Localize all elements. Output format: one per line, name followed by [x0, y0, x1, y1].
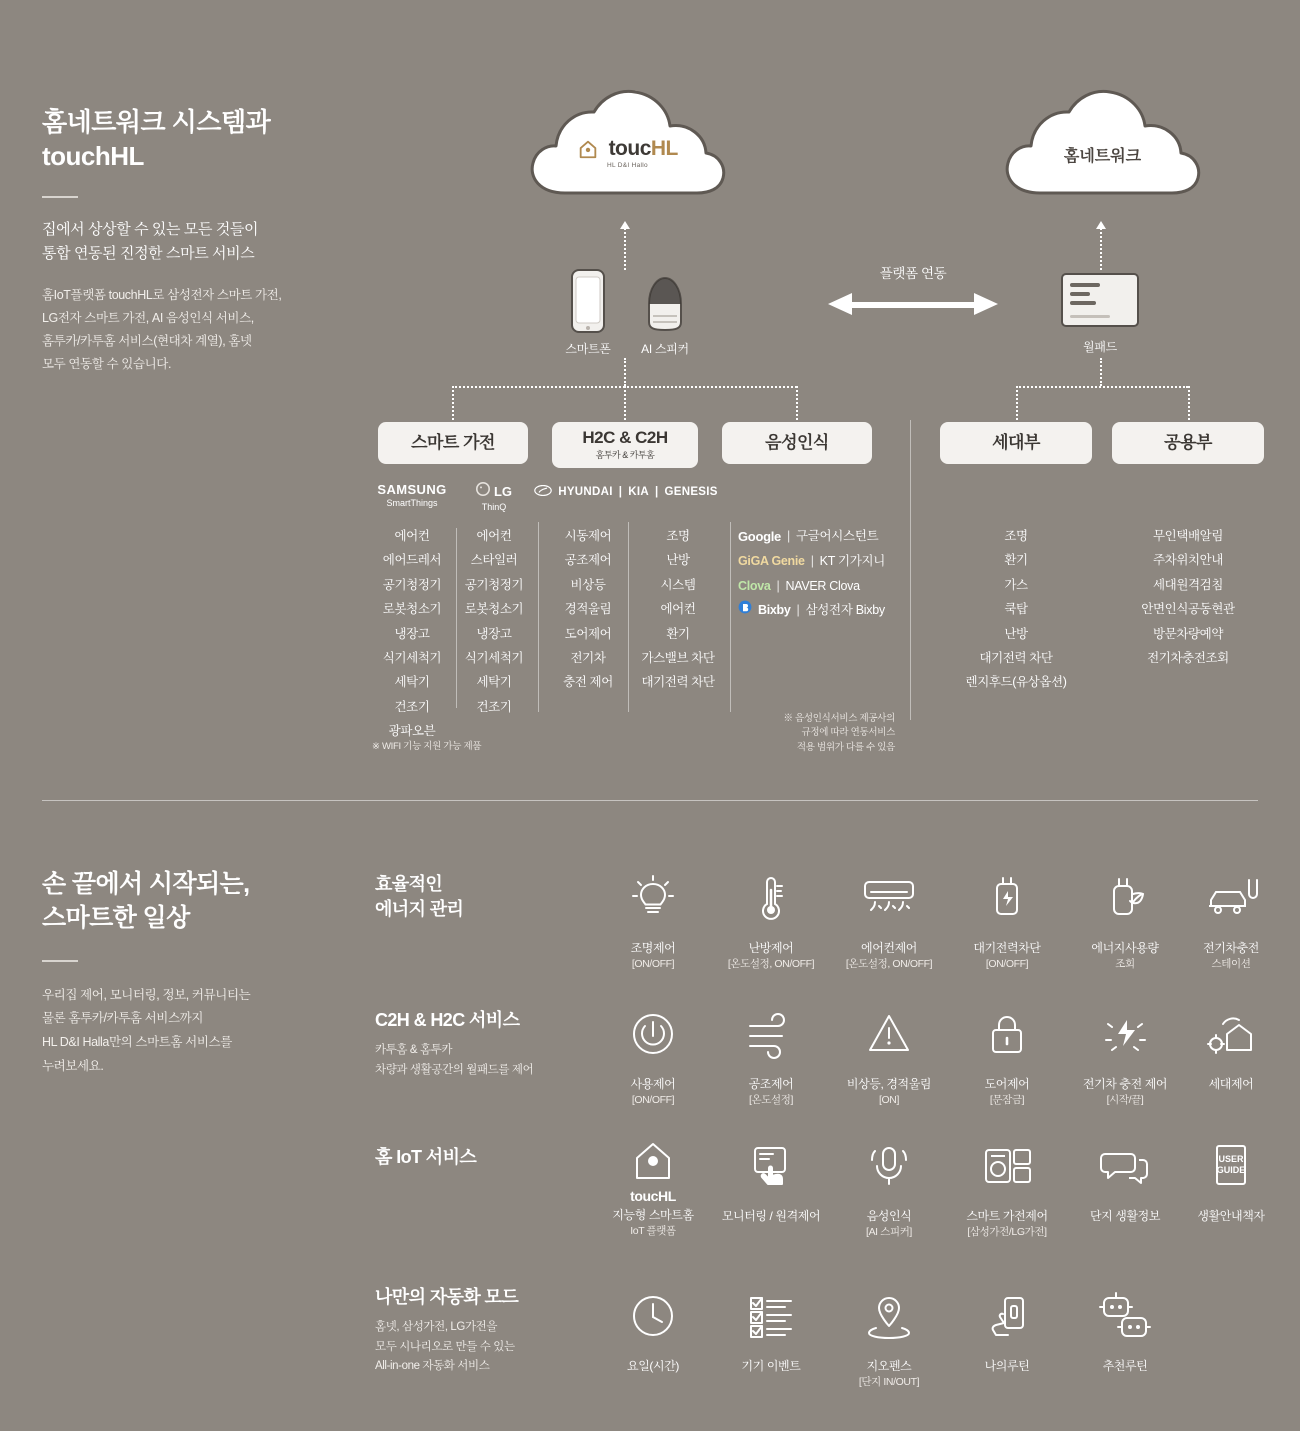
feature-label: 단지 생활정보: [1089, 1209, 1161, 1223]
list-item: 안면인식공동현관: [1141, 602, 1235, 617]
list-item: 난방: [666, 553, 690, 568]
touchhl-wordmark: [609, 137, 678, 161]
feature-label: 생활안내책자: [1197, 1209, 1265, 1223]
cloud-homenetwork: [1000, 85, 1205, 205]
pill-voice-recognition[interactable]: [722, 422, 872, 464]
list-item: 방문차량예약: [1152, 626, 1224, 641]
feature-day-time[interactable]: [594, 1280, 712, 1376]
list-item: 건조기: [476, 699, 512, 714]
connector-vertical-main: [624, 358, 626, 386]
feature-sublabel: [삼성가전/LG가전]: [967, 1226, 1047, 1239]
feature-sublabel: [온도설정, ON/OFF]: [727, 958, 815, 971]
feature-label: 지오펜스: [866, 1359, 912, 1373]
list-item: 대기전력 차단: [979, 650, 1053, 665]
top-lead: [42, 218, 342, 266]
brand-samsung-name: SAMSUNG: [377, 482, 447, 497]
brand-hyundai-name: HYUNDAI: [558, 486, 613, 498]
list-household-items: [940, 524, 1092, 695]
lightbulb-icon: [594, 862, 712, 934]
brand-automotive-group: [528, 485, 724, 499]
pill-smart-appliance[interactable]: [378, 422, 528, 464]
bixby-wordmark: Bixby: [758, 603, 791, 618]
list-item: 도어제어: [564, 626, 612, 641]
touchhl-word-b: HL: [650, 137, 678, 160]
arrow-head-icon: [1096, 221, 1106, 229]
list-item: 난방: [1004, 626, 1028, 641]
arrow-bar: [850, 302, 976, 308]
power-button-icon: [594, 998, 712, 1070]
feature-sublabel: IoT 플랫폼: [630, 1225, 676, 1238]
bixby-logo-icon: [738, 598, 752, 622]
list-item: 주차위치안내: [1152, 553, 1224, 568]
feature-label: 대기전력차단: [973, 941, 1041, 955]
feature-sublabel: 조회: [1115, 958, 1135, 971]
section-separator: [910, 420, 911, 720]
pill-h2c-c2h[interactable]: [552, 422, 698, 468]
device-smartphone: [558, 268, 618, 357]
note-voice: [740, 712, 895, 755]
note-wifi: ※ WIFI 기능 지원 가능 제품: [372, 741, 482, 752]
giga-genie-logo-icon: GiGA Genie: [738, 554, 805, 569]
clock-icon: [594, 1280, 712, 1352]
clova-logo-icon: Clova: [738, 578, 771, 593]
smartphone-icon: [558, 268, 618, 334]
feature-geofence[interactable]: [830, 1280, 948, 1390]
platform-link-label: 플랫폼 연동: [879, 266, 947, 281]
feature-sublabel: [시작/끝]: [1106, 1094, 1144, 1107]
touchhl-sub: HL D&I Hallo: [607, 162, 648, 169]
top-desc-line: LG전자 스마트 가전, AI 음성인식 서비스,: [42, 310, 254, 325]
divider-h2c-c2h: [628, 522, 629, 712]
arrow-head-icon: [620, 221, 630, 229]
top-desc-line: 모두 연동할 수 있습니다.: [42, 357, 172, 371]
pill-label: H2C & C2H: [582, 427, 668, 447]
brand-lg-name: LG: [493, 484, 513, 499]
list-item: 세대원격검침: [1152, 577, 1224, 592]
feature-label: 난방제어: [748, 941, 794, 955]
list-item: 식기세척기: [464, 650, 524, 665]
pill-sublabel: 홈투카 & 카투홈: [595, 450, 655, 461]
list-item: 조명: [1004, 529, 1028, 543]
feature-label: 스마트 가전제어: [966, 1209, 1048, 1223]
feature-label: 에너지사용량: [1091, 941, 1159, 955]
top-desc-line: 홈투카/카투홈 서비스(현대차 계열), 홈넷: [42, 333, 252, 348]
brand-genesis-name: GENESIS: [664, 486, 718, 498]
bottom-desc-line: 물론 홈투카/카투홈 서비스까지: [42, 1011, 203, 1026]
list-item: 쿡탑: [1004, 602, 1028, 617]
feature-heating-control[interactable]: [712, 862, 830, 972]
hand-tap-screen-icon: [712, 1130, 830, 1202]
wallpad-label: 월패드: [1083, 340, 1117, 354]
title-divider: [42, 196, 78, 198]
brand-samsung-sub: SmartThings: [386, 498, 438, 508]
list-item: 에어컨: [660, 602, 696, 617]
list-item: 공기청정기: [382, 577, 442, 592]
ai-speaker-label: AI 스피커: [641, 342, 689, 356]
touchhl-logo: [525, 137, 730, 169]
group-subtitle-line: 모두 시나리오로 만들 수 있는: [375, 1340, 515, 1353]
list-lg-items: [462, 524, 526, 719]
list-item: 전기차충전조회: [1147, 650, 1229, 665]
feature-ev-charging-station[interactable]: [1172, 862, 1290, 972]
device-wallpad: [1050, 272, 1150, 355]
feature-label: 조명제어: [630, 941, 676, 955]
energy-leaf-plug-icon: [1066, 862, 1184, 934]
feature-sublabel: [온도설정, ON/OFF]: [845, 958, 933, 971]
feature-sublabel: [ON/OFF]: [985, 958, 1029, 971]
device-ai-speaker: [634, 268, 696, 357]
feature-label: 나의루틴: [984, 1359, 1030, 1373]
list-item: 로봇청소기: [464, 602, 524, 617]
list-common-items: [1112, 524, 1264, 670]
wallpad-icon: [1050, 272, 1150, 332]
connector-drop-h2c: [624, 386, 626, 420]
feature-voice-recognition[interactable]: [830, 1130, 948, 1240]
list-item: 전기차: [570, 650, 606, 665]
group-subtitle: [375, 1041, 533, 1080]
appliances-icon: [948, 1130, 1066, 1202]
microphone-icon: [830, 1130, 948, 1202]
list-item: 에어컨: [394, 529, 430, 543]
list-item: 환기: [666, 626, 690, 641]
bottom-title-line2: 스마트한 일상: [42, 903, 190, 932]
feature-sublabel: [단지 IN/OUT]: [858, 1376, 920, 1389]
group-title-line1: 홈 IoT 서비스: [375, 1147, 477, 1167]
arrow-shaft: [624, 228, 626, 270]
list-samsung-items: [372, 524, 452, 743]
connector-vertical-right: [1100, 358, 1102, 386]
touchhl-house-icon: [594, 1130, 712, 1188]
feature-lighting-control[interactable]: [594, 862, 712, 972]
page-title-line1: 홈네트워크 시스템과: [42, 107, 271, 137]
list-item: 에어컨: [476, 529, 512, 543]
feature-sublabel: [AI 스피커]: [866, 1226, 912, 1239]
group-subtitle-line: 홈넷, 삼성가전, LG가전을: [375, 1321, 498, 1334]
group-title-line1: 효율적인: [375, 874, 443, 894]
ev-charge-car-icon: [1172, 862, 1290, 934]
checklist-icon: [712, 1280, 830, 1352]
community-chat-icon: [1066, 1130, 1184, 1202]
feature-air-control[interactable]: [712, 998, 830, 1108]
feature-aircon-control[interactable]: [830, 862, 948, 972]
bottom-intro: [42, 868, 342, 1079]
smartphone-label: 스마트폰: [565, 342, 611, 356]
airflow-icon: [712, 998, 830, 1070]
top-lead-line1: 집에서 상상할 수 있는 모든 것들이: [42, 220, 259, 238]
feature-recommended-routine[interactable]: [1066, 1280, 1184, 1376]
ev-bolt-icon: [1066, 998, 1184, 1070]
air-conditioner-icon: [830, 862, 948, 934]
brand-sep: |: [654, 486, 659, 498]
list-item: 냉장고: [476, 626, 512, 641]
group-subtitle-line: All-in-one 자동화 서비스: [375, 1360, 490, 1373]
divider-before-h2c: [538, 522, 539, 712]
group-title-c2h-h2c: [375, 1008, 533, 1080]
list-item: 무인택배알림: [1152, 529, 1224, 543]
brand-lg-sub: ThinQ: [481, 502, 507, 512]
feature-sublabel: [ON]: [879, 1094, 899, 1107]
feature-label: 음성인식: [866, 1209, 912, 1223]
section-divider: [42, 800, 1258, 801]
list-item: 공조제어: [564, 553, 612, 568]
arrow-up-devices-to-touchhl: [624, 228, 626, 270]
group-title-energy: [375, 872, 463, 922]
group-title-home-iot: [375, 1145, 476, 1170]
lock-icon: [948, 998, 1066, 1070]
feature-label: 전기차 충전 제어: [1082, 1077, 1168, 1091]
user-guide-book-icon: [1172, 1130, 1290, 1202]
note-line: 적용 범위가 다를 수 있음: [796, 741, 895, 753]
feature-energy-usage[interactable]: [1066, 862, 1184, 972]
arrow-up-wallpad-to-homenetwork: [1100, 228, 1102, 270]
brand-kia-name: KIA: [628, 486, 649, 498]
voice-item-label: KT 기가지니: [819, 554, 886, 569]
list-item: 스타일러: [470, 553, 518, 568]
group-title-line2: 에너지 관리: [375, 899, 464, 920]
lg-circle-icon: [476, 482, 490, 501]
top-desc-line: 홈IoT플랫폼 touchHL로 삼성전자 스마트 가전,: [42, 287, 282, 302]
list-item: 시스템: [660, 577, 696, 592]
arrow-shaft: [1100, 228, 1102, 270]
connector-horizontal-right: [1016, 386, 1188, 388]
feature-label: 지능형 스마트홈: [612, 1208, 694, 1222]
geofence-pin-icon: [830, 1280, 948, 1352]
pill-label: 음성인식: [765, 433, 829, 453]
list-item: 건조기: [394, 699, 430, 714]
feature-door-control[interactable]: [948, 998, 1066, 1108]
feature-label: 세대제어: [1208, 1077, 1254, 1091]
bottom-desc: [42, 984, 342, 1079]
top-intro: [42, 105, 342, 376]
voice-item-label: 구글어시스턴트: [795, 529, 879, 544]
feature-label: 요일(시간): [627, 1359, 679, 1373]
divider-samsung-lg: [456, 528, 457, 708]
list-voice-items: [738, 524, 894, 622]
feature-household-control[interactable]: [1172, 998, 1290, 1094]
voice-sep: |: [810, 554, 814, 569]
feature-device-event[interactable]: [712, 1280, 830, 1376]
pill-label: 세대부: [992, 433, 1040, 453]
group-title-line1: C2H & H2C 서비스: [375, 1010, 520, 1030]
list-item: 대기전력 차단: [641, 675, 715, 690]
feature-sublabel: [온도설정]: [748, 1094, 793, 1107]
note-line: ※ 음성인식서비스 제공사의: [783, 713, 895, 724]
feature-sublabel: 스테이션: [1211, 958, 1251, 971]
top-lead-line2: 통합 연동된 진정한 스마트 서비스: [42, 244, 255, 262]
feature-label: 사용제어: [630, 1077, 676, 1091]
page-title: [42, 105, 342, 174]
group-title-line1: 나만의 자동화 모드: [375, 1287, 519, 1307]
list-item: 에어드레서: [382, 553, 442, 568]
top-desc: [42, 284, 342, 377]
pill-label: 스마트 가전: [411, 433, 495, 453]
arrow-right-head: [974, 293, 998, 315]
double-arrow-icon: [828, 292, 998, 316]
pill-label: 공용부: [1164, 433, 1212, 453]
list-item: 공기청정기: [464, 577, 524, 592]
feature-label: 전기차충전: [1203, 941, 1259, 955]
feature-usage-control[interactable]: [594, 998, 712, 1108]
svg-text:USER: USER: [1218, 1154, 1244, 1164]
list-item: 가스밸브 차단: [641, 650, 715, 665]
bottom-title-divider: [42, 960, 78, 962]
pill-household[interactable]: [940, 422, 1092, 464]
cloud-homenetwork-label: 홈네트워크: [1063, 148, 1142, 165]
brand-sep: |: [618, 486, 623, 498]
list-item: 시동제어: [564, 529, 612, 543]
list-item: 세탁기: [394, 675, 430, 690]
list-item: 냉장고: [394, 626, 430, 641]
feature-label: 모니터링 / 원격제어: [721, 1209, 821, 1223]
list-item: 세탁기: [476, 675, 512, 690]
list-item: 광파오븐: [388, 724, 436, 738]
page-title-line2: touchHL: [42, 141, 144, 172]
list-item: 렌지후드(유상옵션): [965, 675, 1067, 690]
list-item: 경적울림: [564, 602, 612, 617]
feature-label: 추천루틴: [1102, 1359, 1148, 1373]
brand-samsung: [372, 482, 452, 508]
bottom-desc-line: 우리집 제어, 모니터링, 정보, 커뮤니티는: [42, 987, 251, 1002]
list-item: 가스: [1004, 577, 1028, 592]
touchhl-word-a: touc: [608, 137, 651, 160]
ai-speaker-icon: [634, 268, 696, 334]
note-line: 규정에 따라 연동서비스: [801, 727, 895, 739]
robot-faces-icon: [1066, 1280, 1184, 1352]
brand-lg: [462, 482, 526, 512]
bottom-title: [42, 868, 342, 936]
touchhl-small-a: touc: [630, 1188, 659, 1204]
thermometer-icon: [712, 862, 830, 934]
feature-sublabel: [ON/OFF]: [631, 958, 675, 971]
platform-link: [828, 262, 998, 316]
home-gear-icon: [1172, 998, 1290, 1070]
feature-iot-platform[interactable]: [594, 1130, 712, 1239]
arrow-left-head: [828, 293, 852, 315]
touchhl-small-wordmark: [594, 1188, 712, 1204]
touchhl-house-mark-icon: [577, 138, 599, 160]
list-item: 충전 제어: [563, 675, 613, 690]
list-item: 비상등: [570, 577, 606, 592]
voice-sep: |: [796, 603, 800, 618]
list-item: 조명: [666, 529, 690, 543]
connector-drop-common: [1188, 386, 1190, 420]
voice-item-giga: [738, 549, 894, 573]
group-subtitle-line: 카투홈 & 홈투카: [375, 1044, 453, 1057]
battery-plug-icon: [948, 862, 1066, 934]
voice-item-clova: [738, 574, 894, 598]
feature-monitoring-remote[interactable]: [712, 1130, 830, 1226]
hyundai-logo-icon: [534, 485, 552, 499]
feature-sublabel: [문잠금]: [989, 1094, 1025, 1107]
feature-label: 비상등, 경적울림: [846, 1077, 932, 1091]
feature-label: 공조제어: [748, 1077, 794, 1091]
divider-before-voice: [730, 522, 731, 712]
connector-drop-smart: [452, 386, 454, 420]
feature-label: 에어컨제어: [861, 941, 917, 955]
feature-standby-power-cut[interactable]: [948, 862, 1066, 972]
list-item: 환기: [1004, 553, 1028, 568]
svg-text:GUIDE: GUIDE: [1216, 1165, 1246, 1175]
bottom-desc-line: 누려보세요.: [42, 1058, 104, 1073]
list-c2h-items: [630, 524, 726, 695]
voice-item-label: NAVER Clova: [785, 578, 860, 593]
voice-item-google: [738, 524, 894, 549]
list-item: 식기세척기: [382, 650, 442, 665]
hand-switch-icon: [948, 1280, 1066, 1352]
connector-drop-household: [1016, 386, 1018, 420]
bottom-title-line1: 손 끝에서 시작되는,: [42, 870, 250, 898]
list-item: 로봇청소기: [382, 602, 442, 617]
feature-label: 도어제어: [984, 1077, 1030, 1091]
feature-ev-charge-control[interactable]: [1066, 998, 1184, 1108]
feature-living-guide-book[interactable]: [1172, 1130, 1290, 1226]
google-logo-icon: Google: [738, 529, 781, 544]
feature-hazard-horn[interactable]: [830, 998, 948, 1108]
group-subtitle: [375, 1318, 518, 1377]
voice-item-label: 삼성전자 Bixby: [805, 603, 885, 618]
feature-my-routine[interactable]: [948, 1280, 1066, 1376]
voice-item-bixby: [738, 598, 894, 622]
voice-sep: |: [776, 578, 780, 593]
bottom-desc-line: HL D&I Halla만의 스마트홈 서비스를: [42, 1035, 232, 1049]
warning-triangle-icon: [830, 998, 948, 1070]
pill-common-area[interactable]: [1112, 422, 1264, 464]
feature-smart-appliance-control[interactable]: [948, 1130, 1066, 1240]
feature-label: 기기 이벤트: [741, 1359, 801, 1373]
list-h2c-items: [548, 524, 628, 695]
voice-sep: |: [786, 529, 790, 544]
group-subtitle-line: 차량과 생활공간의 월패드를 제어: [375, 1063, 534, 1076]
feature-community-info[interactable]: [1066, 1130, 1184, 1226]
cloud-touchhl: [525, 85, 730, 205]
touchhl-small-b: HL: [658, 1188, 676, 1204]
group-title-automation: [375, 1285, 518, 1377]
connector-drop-voice: [796, 386, 798, 420]
feature-sublabel: [ON/OFF]: [631, 1094, 675, 1107]
